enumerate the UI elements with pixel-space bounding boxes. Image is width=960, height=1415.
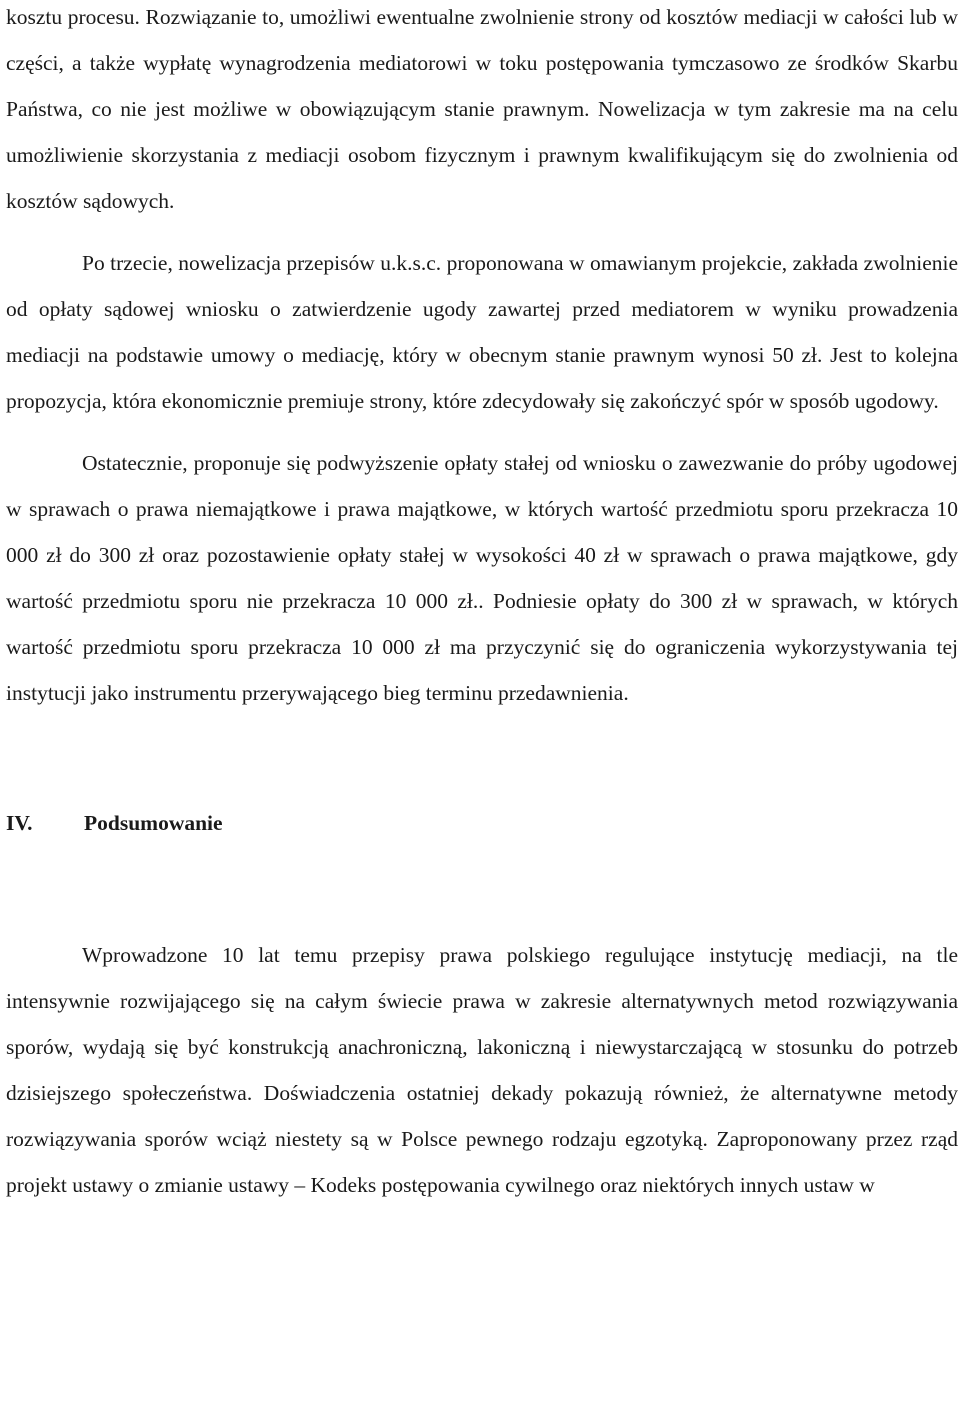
paragraph-third-amendment: Po trzecie, nowelizacja przepisów u.k.s.c. proponowana w omawianym projekcie, zakłada zwolnienie od opłaty sądowej wniosku o zatwierdzenie ugody zawartej przed mediatorem w wyniku prowadzenia mediacji na podstawie umowy o mediację, który w obecnym stanie prawnym wynosi 50 zł. Jest to kolejna propozycja, która ekonomicznie premiuje strony, które zdecydowały się zakończyć spór w sposób ugodowy. [6, 251, 958, 413]
section-number: IV. [6, 811, 33, 835]
paragraph-finally: Ostatecznie, proponuje się podwyższenie opłaty stałej od wniosku o zawezwanie do próby ugodowej w sprawach o prawa niemajątkowe i prawa majątkowe, w których wartość przedmiotu sporu przekracza 10 000 zł do 300 zł oraz pozostawienie opłaty stałej w wysokości 40 zł w sprawach o prawa majątkowe, gdy wartość przedmiotu sporu nie przekracza 10 000 zł.. Podniesie opłaty do 300 zł w sprawach, w których wartość przedmiotu sporu przekracza 10 000 zł ma przyczynić się do ograniczenia wykorzystywania tej instytucji jako instrumentu przerywającego bieg terminu przedawnienia. [6, 451, 958, 705]
paragraph-summary: Wprowadzone 10 lat temu przepisy prawa polskiego regulujące instytucję mediacji, na tle intensywnie rozwijającego się na całym świecie prawa w zakresie alternatywnych metod rozwiązywania sporów, wydają się być konstrukcją anachroniczną, lakoniczną i niewystarczającą w stosunku do potrzeb dzisiejszego społeczeństwa. Doświadczenia ostatniej dekady pokazują również, że alternatywne metody rozwiązywania sporów wciąż niestety są w Polsce pewnego rodzaju egzotyką. Zaproponowany przez rząd projekt ustawy o zmianie ustawy – Kodeks postępowania cywilnego oraz niektórych innych ustaw w [6, 943, 958, 1197]
section-title: Podsumowanie [84, 811, 223, 835]
paragraph-costs: kosztu procesu. Rozwiązanie to, umożliwi ewentualne zwolnienie strony od kosztów mediacji w całości lub w części, a także wypłatę wynagrodzenia mediatorowi w toku postępowania tymczasowo ze środków Skarbu Państwa, co nie jest możliwe w obowiązującym stanie prawnym. Nowelizacja w tym zakresie ma na celu umożliwienie skorzystania z mediacji osobom fizycznym i prawnym kwalifikującym się do zwolnienia od kosztów sądowych. [6, 5, 958, 213]
document-page [6, 0, 958, 1208]
section-heading [6, 800, 958, 846]
